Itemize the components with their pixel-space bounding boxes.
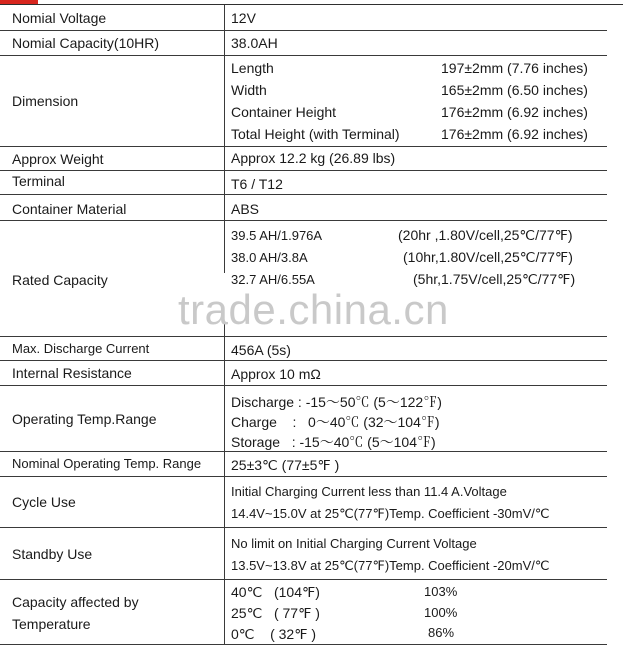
rated-capacity-label: Rated Capacity [12, 272, 108, 288]
nominal-operating-temp-value: 25±3℃ (77±5℉ ) [231, 457, 340, 473]
column-divider [224, 5, 225, 273]
capacity-temperature-label-line-1: Capacity affected by [12, 594, 139, 610]
cycle-use-label: Cycle Use [12, 494, 76, 510]
standby-use-label: Standby Use [12, 546, 93, 562]
capacity-temp-25-label: 25℃ ( 77℉ ) [231, 605, 320, 621]
dimension-width-value: 165±2mm (6.50 inches) [441, 82, 588, 98]
terminal-label: Terminal [12, 173, 65, 189]
max-discharge-value: 456A (5s) [231, 342, 291, 358]
dimension-length-value: 197±2mm (7.76 inches) [441, 60, 588, 76]
terminal-value: T6 / T12 [231, 176, 283, 192]
dimension-length-name: Length [231, 60, 274, 76]
capacity-temp-0-percent: 86% [428, 625, 455, 640]
capacity-temperature-label-line-2: Temperature [12, 616, 91, 632]
operating-temp-label: Operating Temp.Range [12, 411, 157, 427]
nominal-operating-temp-label: Nominal Operating Temp. Range [12, 456, 202, 471]
rated-capacity-5hr-condition: (5hr,1.75V/cell,25℃/77℉) [413, 271, 576, 287]
dimension-container-height-value: 176±2mm (6.92 inches) [441, 104, 588, 120]
standby-use-line-1: No limit on Initial Charging Current Voltage [231, 536, 477, 551]
nominal-voltage-value: 12V [231, 10, 256, 26]
weight-label: Approx Weight [12, 151, 104, 167]
cycle-use-line-2: 14.4V~15.0V at 25℃(77℉)Temp. Coefficient -30mV/℃ [231, 506, 550, 521]
top-bar [0, 0, 623, 5]
row-divider [0, 146, 607, 147]
row-divider [0, 385, 607, 386]
capacity-temp-40-percent: 103% [424, 584, 458, 599]
rated-capacity-10hr-condition: (10hr,1.80V/cell,25℃/77℉) [403, 249, 573, 265]
dimension-label: Dimension [12, 93, 79, 109]
operating-temp-storage: Storage : -15～40℃ (5～104℉) [231, 434, 436, 450]
dimension-total-height-value: 176±2mm (6.92 inches) [441, 126, 588, 142]
row-divider [0, 644, 607, 645]
cycle-use-line-1: Initial Charging Current less than 11.4 A.Voltage [231, 484, 507, 499]
capacity-temp-0-label: 0℃ ( 32℉ ) [231, 626, 317, 642]
row-divider [0, 170, 607, 171]
row-divider [0, 194, 607, 195]
nominal-capacity-label: Nomial Capacity(10HR) [12, 35, 160, 51]
rated-capacity-5hr-value: 32.7 AH/6.55A [231, 272, 315, 287]
watermark: trade.china.cn [178, 286, 449, 333]
dimension-width-name: Width [231, 82, 267, 98]
row-divider [0, 55, 607, 56]
row-divider [0, 360, 607, 361]
dimension-container-height-name: Container Height [231, 104, 337, 120]
capacity-temp-25-percent: 100% [424, 605, 458, 620]
column-divider [224, 322, 225, 644]
row-divider [0, 336, 607, 337]
standby-use-line-2: 13.5V~13.8V at 25℃(77℉)Temp. Coefficient -20mV/℃ [231, 558, 550, 573]
row-divider [0, 30, 607, 31]
rated-capacity-20hr-condition: (20hr ,1.80V/cell,25℃/77℉) [398, 227, 573, 243]
weight-value: Approx 12.2 kg (26.89 lbs) [231, 150, 396, 166]
container-material-value: ABS [231, 201, 260, 217]
nominal-capacity-value: 38.0AH [231, 35, 278, 51]
operating-temp-discharge: Discharge : -15～50℃ (5～122℉) [231, 394, 442, 410]
operating-temp-charge: Charge : 0～40℃ (32～104℉) [231, 414, 440, 430]
container-material-label: Container Material [12, 201, 127, 217]
row-divider [0, 476, 607, 477]
capacity-temp-40-label: 40℃ (104℉) [231, 584, 320, 600]
internal-resistance-value: Approx 10 mΩ [231, 366, 321, 382]
row-divider [0, 579, 607, 580]
rated-capacity-20hr-value: 39.5 AH/1.976A [231, 228, 323, 243]
top-border [0, 4, 623, 5]
row-divider [0, 220, 607, 221]
dimension-total-height-name: Total Height (with Terminal) [231, 126, 400, 142]
max-discharge-label: Max. Discharge Current [12, 341, 150, 356]
internal-resistance-label: Internal Resistance [12, 365, 132, 381]
nominal-voltage-label: Nomial Voltage [12, 10, 107, 26]
rated-capacity-10hr-value: 38.0 AH/3.8A [231, 250, 308, 265]
row-divider [0, 527, 607, 528]
